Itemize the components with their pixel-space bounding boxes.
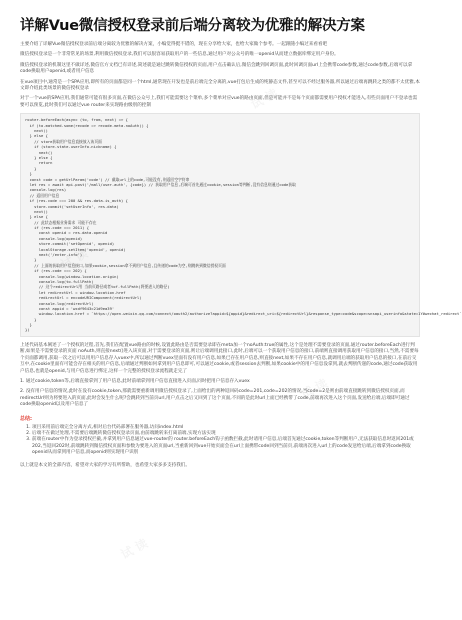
summary-heading: 总结: — [20, 415, 32, 422]
summary-item: 2. 后端不在做过处理,不需要后端跳转微信授权登录页面,由前端跳转来打离前端,实现方法实现 — [32, 431, 420, 437]
code-line: next() — [25, 128, 48, 134]
code-line: } — [25, 165, 37, 171]
code-line: next('/enter.info') — [25, 252, 83, 258]
code-line: if (store.state.userInfo.nickname) { — [25, 144, 117, 150]
code-block — [20, 113, 462, 337]
code-line: const appid = 'wxdf9643c21d9ea39' — [25, 305, 115, 311]
body-paragraph: 1. 通过cookie,token等,后端直接拿到了用户信息,此时前端拿到用户信息直接进入页面,同时把用户信息存入vuex — [20, 378, 250, 384]
code-line: } else { — [25, 214, 48, 220]
code-line: console.log(window.location.origin) — [25, 273, 119, 279]
closing-paragraph: 以上就是本文的全部内容，希望对大家的学习有所帮助，也希望大家多多支持我们。 — [20, 462, 190, 468]
code-line: if (res.code === 202) { — [25, 268, 87, 274]
code-line: // 此状态根据业务需求 可能不存在 — [25, 219, 97, 225]
code-line: let redirectUrl = window.location.href — [25, 289, 126, 295]
code-line: console.log(openid) — [25, 235, 83, 241]
code-line: } else { — [25, 154, 53, 160]
code-line: next() — [25, 149, 53, 155]
intro-paragraph: 主要介绍了详解Vue微信授权登录前后端分离较为优雅的解决方案，小编觉得挺不错的，现在分享给大家，也给大家做个参考。一起跟随小编过来看看吧 — [20, 42, 328, 47]
code-line: const openid = res.data.openid — [25, 230, 108, 236]
body-paragraph: 微信授权登录是一个非常常见的场景,利用微信授权登录,我们可以很容易获取用户的一些信息,通过用户对公众号的唯一openid从而建立数据库绑定用户身份。 — [20, 52, 339, 58]
summary-list — [20, 425, 420, 457]
code-line: let res = await api.post('/mall/user-auth', {code}) // 获取用户信息,后端可首先通过cookie,session等判断,没有信息则通过code获取 — [25, 181, 296, 187]
code-line: } — [25, 171, 32, 177]
code-line: const code = getUrlParam('code') // 截取url上的code,可能没有,则返回空字符串 — [25, 176, 190, 182]
code-line: }) — [25, 327, 30, 333]
code-line: redirectUrl = encodeURIComponent(redirectUrl) — [25, 295, 142, 301]
code-line: // 返回用户信息 — [25, 192, 60, 198]
code-line: localStorage.setItem('openid', openid) — [25, 246, 126, 252]
explanation-section — [20, 343, 420, 409]
body-paragraph: 微信授权登录的机制这里不做详述,微信官方文档已有详述,简述就是通过跳转微信授权的页面,用户点击确认后,微信会跳到回调页面,此时回调页面url上会携带code参数,通过code参数,后端可以拿code换取用户openid,或者用户信息 — [20, 62, 413, 75]
code-line: next() — [25, 208, 48, 214]
code-line: // 上面的获取用户信息接口,如果cookie,session拿不到用户信息,且传递的code为空,则跳转到微信授权页面 — [25, 262, 226, 268]
code-line: router.beforeEach(async (to, from, next) => { — [25, 117, 128, 123]
summary-item: 1. 项目采用前后端完全分离方式,相对后台代码部署在服务器,访问index.html — [32, 425, 420, 431]
code-line: } — [25, 316, 37, 322]
body-paragraph: 上述代码基本阐述了一个授权的过程,首先,我们在配置vue路由的时候,设置此路由是否需要登录即在meta加一个noAuth:true的属性,这个是处理不需要登录的页面,通过router.beforeEach进行判断,如果是不需要登录的页面 noAuth,则直接next()进入该页面,对于需要登录的页面,则让后端调用此接口,此时,后端可以一个获取用户信息的接口,前端则直接调用获取用户信息的接口,当然,不需要每个页面都调用,获取一次之后可以用用户信息存入vuex中,所以通过判断vuex里面有没有用户信息,如果已存在用户信息,则直接next,如果不存在用户信息,就调用后端的获取用户信息的接口,在前后交互中,在cookie里面有可能会存在相关的用户信息,后端通过判断如何拿到用户信息即可,可以通过cookie,或者session去判断,如果cookie中的用户信息没拿到,就去判断传递的code,通过code获取用户信息,也就是openid,与用户信息进行绑定,这样一个完整的授权登录流程就走完了 — [20, 342, 419, 374]
summary-item: 3. 前端在router中作为登录授权拦截,并拿到用户信息通过vue-router的 router.beforeEach钩子函数拦截,此时请用户信息,后端首先通过cookie,token等判断用户,无法获取信息时返回201或202,当返回202时,前端跳转到微信授权页面和参数为要进入的页面url,当重新回到vue开始页面会在url上面携带code回到当前页,前端再次进入url上的code发送给后端,后端拿到code换取openid从而拿到用户信息,而openid则实现用户识别 — [32, 437, 420, 456]
code-line: } — [25, 257, 37, 263]
body-paragraph: 对于一个vue的SPA应用,我们通常可能有很多页面,在微信公众号上,我们可能需要这个菜单,多个菜单对应vue的路由页面,但是可能并不是每个页面都需要用户授权才能进入,有些页面用户不登录也需要可以预览,此时我们可以通过vue router来实现路由级别的控制 — [20, 96, 418, 108]
code-line: window.location.href = `https://open.weixin.qq.com/connect/oauth2/authorize?appid=${appid}&redirect_uri=${redirectUrl}&response_type=code&scope=snsapi_userinfo&state=1Y#wechat_redirect` — [25, 311, 462, 317]
body-paragraph: 2. 没有用户信息的情况,此时在没有cookie,token,那就需要重新调用微信授权登录了,上面给出的两种返回码code=201,code=202的情况,当code=2是则由前端直接跳转到微信授权页面,而redirectUrl则为将要进入的页面,此时会发生什么呢?会跳转到当前页url,用户点击之后又回到了这个页面,不同的是此时url上面已经携带了code,前端再次进入这个页面,发送给后端,后端即可通过code换取openid以及用户信息了 — [20, 389, 410, 408]
code-line: } — [25, 322, 32, 328]
watermark — [118, 534, 151, 562]
code-line: store.commit('setOpenid', openid) — [25, 241, 115, 247]
code-line: if (to.matched.some(recode => recode.meta.noAuth)) { — [25, 122, 149, 128]
code-line: if (res.code === 200 && res.data.is_auth) { — [25, 198, 128, 204]
code-line: return — [25, 160, 53, 166]
code-line: // store获取用户信息直接放入该页面 — [25, 138, 102, 144]
body-paragraph: 在vue项目中,通常是一个SPA应用,即所有的页面都是同一个html,通常现在开发也是前后端完全分离的,vue打包后生成的纯静态文件,甚至可以不经过服务器,所以通过后端再跳转之类的都不太优雅,本文即介绍此类场景的微信授权登录 — [20, 79, 420, 92]
code-line: } else { — [25, 133, 48, 139]
code-line: console.log(res) — [25, 187, 67, 193]
code-line: console.log(redirectUrl) — [25, 300, 94, 306]
code-line: console.log(to.fullPath) — [25, 278, 94, 284]
intro-section — [20, 42, 420, 109]
article-title: 详解Vue微信授权登录前后端分离较为优雅的解决方案 — [20, 18, 365, 34]
code-line: store.commit('setUserInfo', res.data) — [25, 203, 119, 209]
code-line: // 这个redirectUrl用 当前页路径或者tof.fullPath(将要进入的路径) — [25, 284, 170, 290]
code-line: if (res.code === 2011) { — [25, 225, 90, 231]
